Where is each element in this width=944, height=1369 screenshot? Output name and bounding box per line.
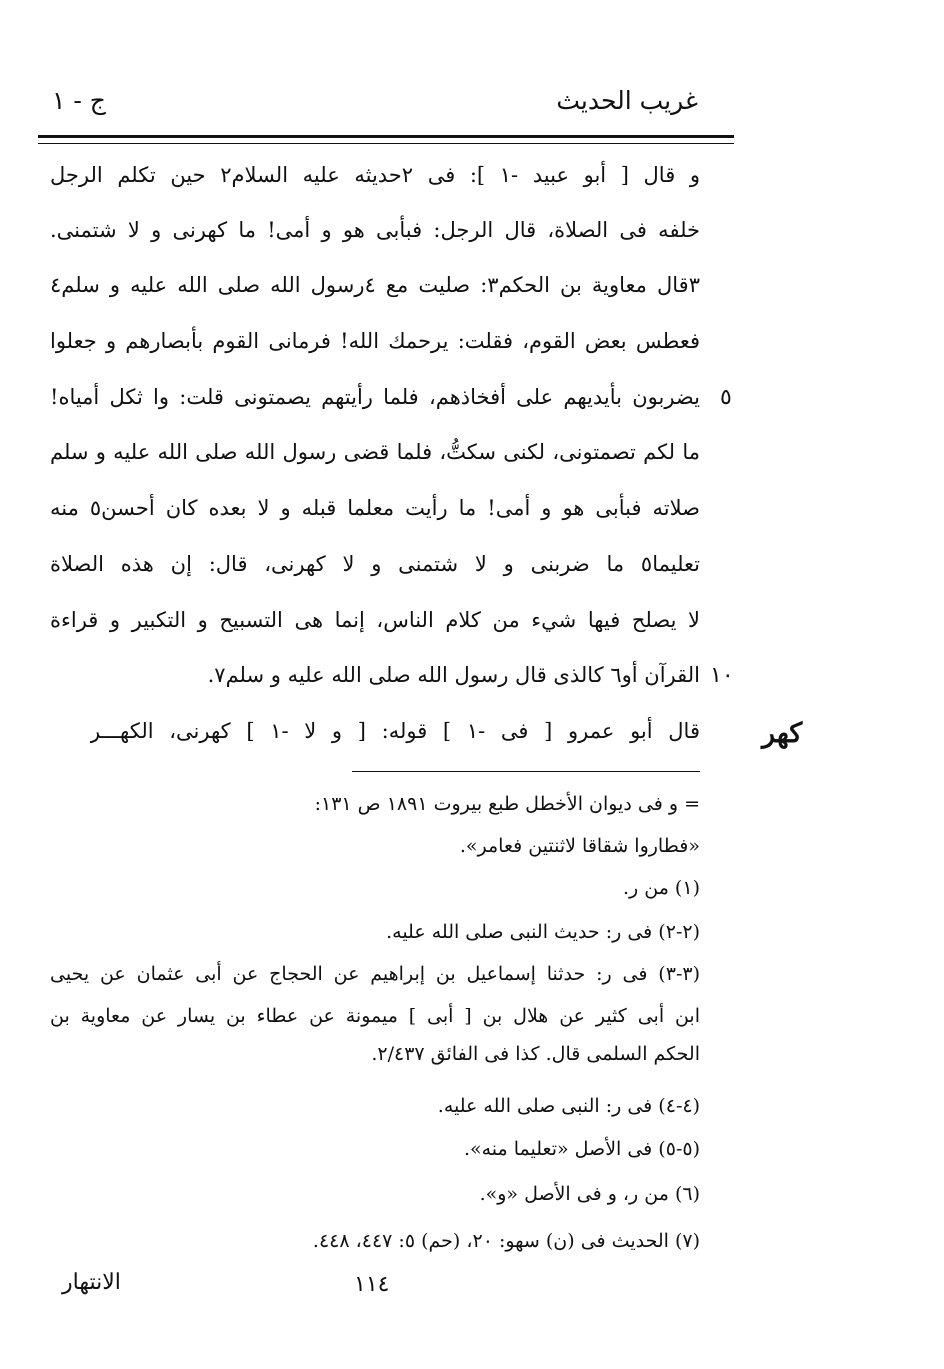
line-number-10: ١٠ <box>710 663 734 688</box>
footnote-line: (٧) الحديث فى (ن) سهو: ٢٠، (حم) ٥: ٤٤٧، ٤٤٨. <box>312 1230 700 1252</box>
footnote-line: «فطاروا شقاقا لاثنتين فعامر». <box>459 835 700 857</box>
margin-keyword: كهر <box>762 718 803 749</box>
footnote-line: (٢-٢) فى ر: حديث النبى صلى الله عليه. <box>386 921 700 943</box>
line-number-5: ٥ <box>720 385 732 410</box>
main-text-line: و قال [ أبو عبيد -١ ]: فى ٢حديثه عليه السلام٢ حين تكلم الرجل <box>50 163 700 187</box>
footnote-line: الحكم السلمى قال. كذا فى الفائق ٢/٤٣٧. <box>371 1043 700 1065</box>
footnote-line: (٥-٥) فى الأصل «تعليما منه». <box>463 1138 700 1160</box>
footnote-line: (٣-٣) فى ر: حدثنا إسماعيل بن إبراهيم عن الحجاج عن أبى عثمان عن يحيى <box>50 963 700 985</box>
main-text-line: لا يصلح فيها شيء من كلام الناس، إنما هى التسبيح و التكبير و قراءة <box>50 608 700 632</box>
footnote-line: (٦) من ر، و فى الأصل «و». <box>479 1183 700 1205</box>
footnote-line: (٤-٤) فى ر: النبى صلى الله عليه. <box>437 1095 700 1117</box>
header-rule-thick <box>38 135 734 138</box>
running-title: غريب الحديث <box>556 86 698 115</box>
main-text-line: ٣قال معاوية بن الحكم٣: صليت مع ٤رسول الله صلى الله عليه و سلم٤ <box>50 273 700 297</box>
main-text-line: القرآن أو٦ كالذى قال رسول الله صلى الله عليه و سلم٧. <box>207 663 700 687</box>
main-text-line: ما لكم تصمتونى، لكنى سكتُّ، فلما قضى رسول الله صلى الله عليه و سلم <box>50 440 700 464</box>
main-text-line: خلفه فى الصلاة، قال الرجل: فبأبى هو و أمى! ما كهرنى و لا شتمنى. <box>50 218 700 242</box>
main-text-line: صلاته فبأبى هو و أمى! ما رأيت معلما قبله و لا بعده كان أحسن٥ منه <box>50 496 700 520</box>
main-text-line: تعليما٥ ما ضربنى و لا شتمنى و لا كهرنى، قال: إن هذه الصلاة <box>50 552 700 576</box>
footnote-rule <box>352 771 700 772</box>
main-text-line: فعطس بعض القوم، فقلت: يرحمك الله! فرمانى القوم بأبصارهم و جعلوا <box>50 329 700 353</box>
page-number: ١١٤ <box>354 1272 390 1297</box>
catchword: الانتهار <box>62 1270 121 1295</box>
footnote-line: = و فى ديوان الأخطل طبع بيروت ١٨٩١ ص ١٣١: <box>314 793 700 815</box>
footnote-line: ابن أبى كثير عن هلال بن [ أبى ] ميمونة عن عطاء بن يسار عن معاوية بن <box>50 1005 700 1027</box>
main-text-line: يضربون بأيديهم على أفخاذهم، فلما رأيتهم يصمتونى قلت: وا ثكل أمياه! <box>50 385 700 409</box>
footnote-line: (١) من ر. <box>623 877 700 899</box>
header-rule-thin <box>38 143 734 144</box>
volume-marker: ج - ١ <box>52 86 106 115</box>
main-text-line: قال أبو عمرو [ فى -١ ] قوله: [ و لا -١ ] كهرنى، الكهـــر <box>90 719 700 743</box>
